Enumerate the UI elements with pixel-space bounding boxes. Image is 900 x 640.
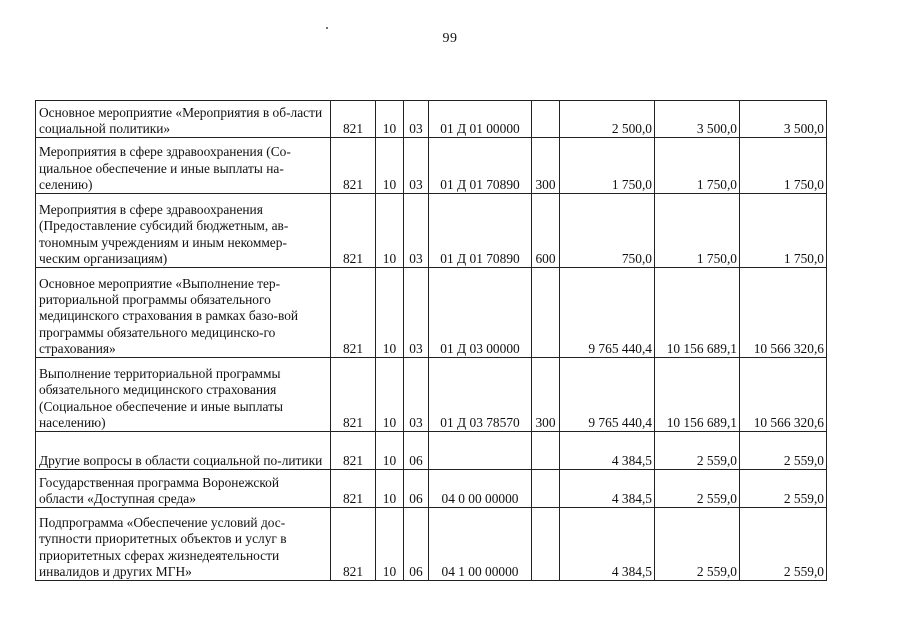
subsection-code: 06: [404, 508, 429, 581]
page-number: 99: [442, 31, 458, 46]
section-code: 10: [376, 194, 404, 268]
amount-year-2: 1 750,0: [655, 194, 740, 268]
amount-year-2: 10 156 689,1: [655, 358, 740, 432]
subsection-code: 03: [404, 101, 429, 138]
expense-type-code: [532, 432, 560, 470]
amount-year-3: 2 559,0: [740, 432, 827, 470]
amount-year-1: 4 384,5: [560, 432, 655, 470]
expense-type-code: [532, 508, 560, 581]
amount-year-1: 1 750,0: [560, 138, 655, 194]
budget-table: [35, 100, 827, 581]
grbs-code: 821: [331, 432, 376, 470]
amount-year-2: 2 559,0: [655, 432, 740, 470]
section-code: 10: [376, 358, 404, 432]
grbs-code: 821: [331, 138, 376, 194]
amount-year-3: 10 566 320,6: [740, 268, 827, 358]
table-row: [36, 508, 827, 581]
amount-year-2: 3 500,0: [655, 101, 740, 138]
amount-year-2: 2 559,0: [655, 470, 740, 508]
row-name: Основное мероприятие «Выполнение тер-риториальной программы обязательного медицинского страхования в рамках базо-вой программы обязательного медицинско-го страхования»: [36, 268, 331, 358]
amount-year-2: 2 559,0: [655, 508, 740, 581]
subsection-code: 06: [404, 470, 429, 508]
section-code: 10: [376, 508, 404, 581]
expense-type-code: [532, 268, 560, 358]
amount-year-3: 3 500,0: [740, 101, 827, 138]
grbs-code: 821: [331, 358, 376, 432]
table-row: [36, 358, 827, 432]
target-article-code: [429, 432, 532, 470]
row-name: Подпрограмма «Обеспечение условий дос-тупности приоритетных объектов и услуг в приоритетных сферах жизнедеятельности инвалидов и других МГН»: [36, 508, 331, 581]
amount-year-3: 1 750,0: [740, 194, 827, 268]
amount-year-2: 1 750,0: [655, 138, 740, 194]
row-name: Мероприятия в сфере здравоохранения (Со-циальное обеспечение и иные выплаты на-селению): [36, 138, 331, 194]
amount-year-3: 1 750,0: [740, 138, 827, 194]
amount-year-1: 2 500,0: [560, 101, 655, 138]
table-row: [36, 194, 827, 268]
amount-year-3: 2 559,0: [740, 508, 827, 581]
target-article-code: 01 Д 03 00000: [429, 268, 532, 358]
amount-year-3: 10 566 320,6: [740, 358, 827, 432]
amount-year-1: 9 765 440,4: [560, 358, 655, 432]
row-name: Выполнение территориальной программы обязательного медицинского страхования (Социальное обеспечение и иные выплаты населению): [36, 358, 331, 432]
expense-type-code: [532, 470, 560, 508]
amount-year-1: 4 384,5: [560, 470, 655, 508]
row-name: Мероприятия в сфере здравоохранения (Предоставление субсидий бюджетным, ав-тономным учреждениям и иным некоммер-ческим организациям): [36, 194, 331, 268]
row-name: Другие вопросы в области социальной по-литики: [36, 432, 331, 470]
table-row: [36, 268, 827, 358]
subsection-code: 03: [404, 268, 429, 358]
expense-type-code: 300: [532, 358, 560, 432]
target-article-code: 01 Д 01 00000: [429, 101, 532, 138]
target-article-code: 04 1 00 00000: [429, 508, 532, 581]
row-name: Государственная программа Воронежской области «Доступная среда»: [36, 470, 331, 508]
grbs-code: 821: [331, 470, 376, 508]
section-code: 10: [376, 470, 404, 508]
scan-speck: [326, 27, 328, 29]
amount-year-2: 10 156 689,1: [655, 268, 740, 358]
section-code: 10: [376, 268, 404, 358]
section-code: 10: [376, 432, 404, 470]
grbs-code: 821: [331, 268, 376, 358]
grbs-code: 821: [331, 194, 376, 268]
section-code: 10: [376, 138, 404, 194]
subsection-code: 03: [404, 138, 429, 194]
amount-year-3: 2 559,0: [740, 470, 827, 508]
expense-type-code: 600: [532, 194, 560, 268]
grbs-code: 821: [331, 508, 376, 581]
target-article-code: 04 0 00 00000: [429, 470, 532, 508]
expense-type-code: 300: [532, 138, 560, 194]
table-row: [36, 101, 827, 138]
table-row: [36, 470, 827, 508]
grbs-code: 821: [331, 101, 376, 138]
amount-year-1: 9 765 440,4: [560, 268, 655, 358]
subsection-code: 03: [404, 194, 429, 268]
amount-year-1: 750,0: [560, 194, 655, 268]
table-row: [36, 432, 827, 470]
subsection-code: 06: [404, 432, 429, 470]
target-article-code: 01 Д 01 70890: [429, 138, 532, 194]
target-article-code: 01 Д 01 70890: [429, 194, 532, 268]
row-name: Основное мероприятие «Мероприятия в об-ласти социальной политики»: [36, 101, 331, 138]
subsection-code: 03: [404, 358, 429, 432]
expense-type-code: [532, 101, 560, 138]
section-code: 10: [376, 101, 404, 138]
target-article-code: 01 Д 03 78570: [429, 358, 532, 432]
table-row: [36, 138, 827, 194]
amount-year-1: 4 384,5: [560, 508, 655, 581]
